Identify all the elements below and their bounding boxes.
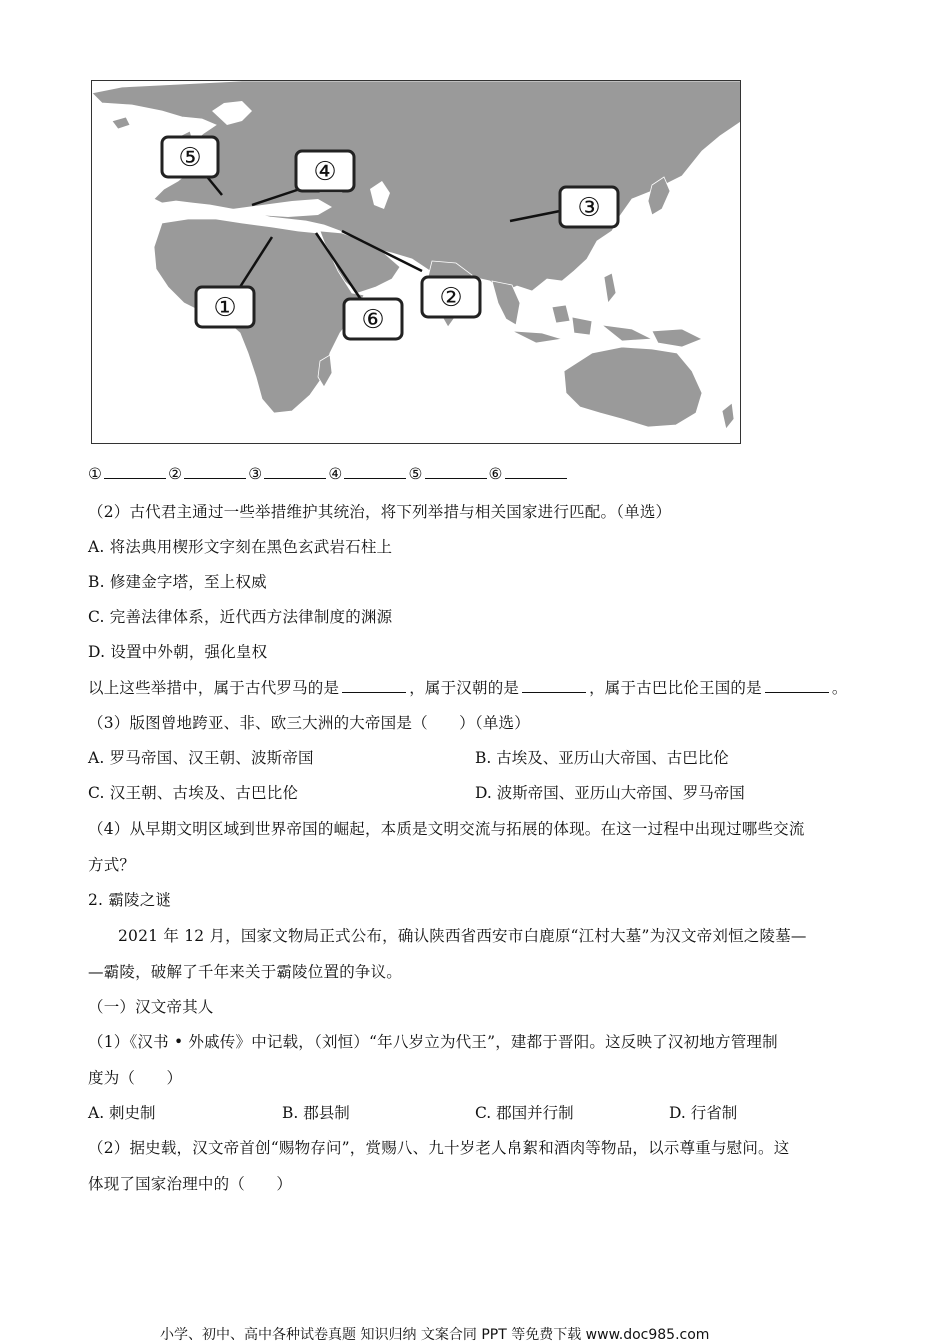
section-2-intro-line1: 2021 年 12 月，国家文物局正式公布，确认陕西省西安市白鹿原“江村大墓”为汉文帝刘恒之陵墓— [118, 927, 807, 945]
q3-option-d: D. 波斯帝国、亚历山大帝国、罗马帝国 [475, 784, 745, 802]
blank-label-6: ⑥ [488, 465, 503, 483]
q3-option-b: B. 古埃及、亚历山大帝国、古巴比伦 [475, 749, 729, 767]
answer-blank-babylon[interactable] [765, 691, 829, 693]
answer-blank-5[interactable] [425, 477, 487, 479]
map-answer-blanks [88, 465, 569, 483]
answer-blank-1[interactable] [104, 477, 166, 479]
blank-label-1: ① [88, 465, 103, 483]
marker-2: ② [439, 283, 463, 313]
fill-end: 。 [831, 679, 848, 697]
q2-option-d: D. 设置中外朝，强化皇权 [88, 643, 268, 661]
fill-text-han: ，属于汉朝的是 [409, 679, 520, 697]
question-4-line2: 方式？ [88, 856, 136, 874]
s2-q1-option-d: D. 行省制 [669, 1104, 738, 1122]
q2-option-a: A. 将法典用楔形文字刻在黑色玄武岩石柱上 [88, 538, 393, 556]
section-2-subheading: （一）汉文帝其人 [88, 998, 214, 1016]
question-3-prompt: （3）版图曾地跨亚、非、欧三大洲的大帝国是（ ）（单选） [88, 714, 530, 732]
marker-6: ⑥ [361, 305, 385, 335]
question-2-prompt: （2）古代君主通过一些举措维护其统治，将下列举措与相关国家进行匹配。（单选） [88, 503, 672, 521]
blank-label-2: ② [168, 465, 183, 483]
answer-blank-4[interactable] [344, 477, 406, 479]
q3-option-c: C. 汉王朝、古埃及、古巴比伦 [88, 784, 299, 802]
fill-text-rome: 以上这些举措中，属于古代罗马的是 [88, 679, 340, 697]
answer-blank-3[interactable] [264, 477, 326, 479]
answer-blank-2[interactable] [184, 477, 246, 479]
q2-option-b: B. 修建金字塔，至上权威 [88, 573, 267, 591]
s2-q1-option-c: C. 郡国并行制 [475, 1104, 574, 1122]
s2-q1-option-a: A. 刺史制 [88, 1104, 156, 1122]
map-drawing [92, 81, 741, 444]
section-2-intro-line2: —霸陵，破解了千年来关于霸陵位置的争议。 [88, 963, 403, 981]
fill-text-babylon: ，属于古巴比伦王国的是 [589, 679, 762, 697]
blank-label-3: ③ [248, 465, 263, 483]
page-footer: 小学、初中、高中各种试卷真题 知识归纳 文案合同 PPT 等免费下载 www.doc985.com [160, 1327, 710, 1343]
blank-label-4: ④ [328, 465, 343, 483]
s2-question-1-line2: 度为（ ） [88, 1069, 183, 1087]
q2-option-c: C. 完善法律体系，近代西方法律制度的渊源 [88, 608, 393, 626]
s2-question-1-line1: （1）《汉书 • 外戚传》中记载，（刘恒）“年八岁立为代王”，建都于晋阳。这反映了汉初地方管理制 [88, 1033, 778, 1051]
q2-fill-line [88, 676, 848, 698]
marker-5: ⑤ [178, 143, 202, 173]
answer-blank-6[interactable] [505, 477, 567, 479]
s2-q1-option-b: B. 郡县制 [282, 1104, 350, 1122]
q3-option-a: A. 罗马帝国、汉王朝、波斯帝国 [88, 749, 314, 767]
australia-landmass [564, 347, 702, 427]
answer-blank-rome[interactable] [342, 691, 406, 693]
marker-3: ③ [577, 193, 601, 223]
s2-question-2-line1: （2）据史载，汉文帝首创“赐物存问”，赏赐八、九十岁老人帛絮和酒肉等物品，以示尊重与慰问。这 [88, 1139, 790, 1157]
question-4-line1: （4）从早期文明区域到世界帝国的崛起，本质是文明交流与拓展的体现。在这一过程中出现过哪些交流 [88, 820, 805, 838]
section-2-title: 2. 霸陵之谜 [88, 891, 172, 909]
world-map [91, 80, 741, 444]
marker-4: ④ [313, 157, 337, 187]
blank-label-5: ⑤ [408, 465, 423, 483]
marker-1: ① [213, 293, 237, 323]
answer-blank-han[interactable] [522, 691, 586, 693]
s2-question-2-line2: 体现了国家治理中的（ ） [88, 1175, 293, 1193]
